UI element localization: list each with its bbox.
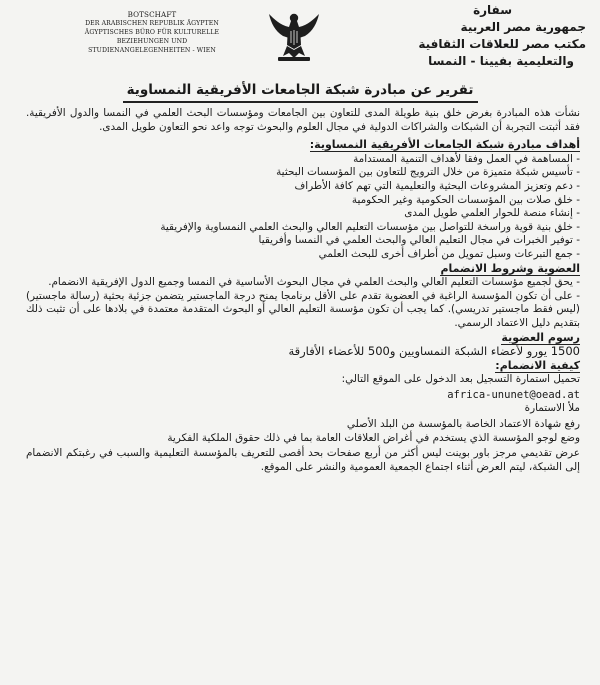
list-item: - دعم وتعزيز المشروعات البحثية والتعليمية التي تهم كافة الأطراف (26, 180, 580, 194)
letterhead-line: مكتب مصر للعلاقات الثقافية (418, 37, 586, 51)
list-item: - إنشاء منصة للحوار العلمي طويل المدى (26, 207, 580, 221)
arabic-letterhead (346, 2, 586, 70)
list-item: - توفير الخبرات في مجال التعليم العالي والبحث العلمي في النمسا وأفريقيا (26, 234, 580, 248)
goals-heading: أهداف مبادرة شبكة الجامعات الأفريقية النمساوية: (309, 138, 580, 152)
letterhead-line: STUDIENANGELEGENHEITEN - WIEN (88, 47, 216, 54)
list-item: - جمع التبرعات وسبل تمويل من أطراف أخرى للبحث العلمي (26, 248, 580, 262)
letterhead-line: DER ARABISCHEN REPUBLIK ÄGYPTEN (85, 20, 219, 27)
join-step: ملأ الاستمارة (524, 402, 580, 415)
letterhead-line: جمهورية مصر العربية (460, 20, 586, 34)
list-item: - يحق لجميع مؤسسات التعليم العالي والبحث العلمي في مجال البحوث الأساسية في النمسا وجميع الدول الإفريقية الانضمام. (26, 276, 580, 290)
join-step: وضع لوجو المؤسسة الذي يستخدم في أغراض العلاقات العامة بما في ذلك حقوق الملكية الفكرية (167, 431, 580, 444)
german-letterhead (62, 10, 242, 55)
membership-list (26, 276, 580, 330)
document-title: تقرير عن مبادرة شبكة الجامعات الأفريقية النمساوية (126, 82, 474, 98)
join-step: رفع شهادة الاعتماد الخاصة بالمؤسسة من البلد الأصلي (346, 418, 580, 431)
intro-paragraph: نشأت هذه المبادرة بغرض خلق بنية طويلة المدى للتعاون بين الجامعات ومؤسسات البحث العلمي في النمسا والدول الأفريقية. فقد أثبتت التجربة أن الشبكات والشراكات الدولية في مجال العلوم والبحوث توجه واعد نحو التعاون طويل المدى. (26, 107, 580, 133)
contact-email: africa-ununet@oead.at (447, 388, 580, 401)
list-item: - المساهمة في العمل وفقا لأهداف التنمية المستدامة (26, 153, 580, 167)
list-item: - على أن تكون المؤسسة الراغبة في العضوية تقدم على الأقل برنامجا يمنح درجة الماجستير يتضمن جزئية بحثية (رسالة ماجستير) (ليس فقط ماجستير تدريسي). كما يجب أن تكون مؤسسة التعليم العالي أو البحوث المتقدمة معتمدة في بلادها على أن تثبت ذلك بتقديم دليل الاعتماد الرسمي. (26, 290, 580, 331)
goals-list (26, 153, 580, 262)
letterhead-line: والتعليمية بفيينا - النمسا (428, 54, 574, 68)
letterhead-line: BOTSCHAFT (127, 10, 177, 19)
list-item: - تأسيس شبكة متميزة من خلال الترويج للتعاون بين المؤسسات البحثية (26, 166, 580, 180)
join-step: تحميل استمارة التسجيل بعد الدخول على الموقع التالي: (341, 373, 580, 386)
join-step: عرض تقديمي مرجز باور بوينت ليس أكثر من أربع صفحات بحد أقصى للتعريف بالمؤسسة التعليمية والسبب في رغبتكم الانضمام إلى الشبكة، ليتم العرض أثناء اجتماع الجمعية العمومية والنشر على الموقع. (26, 447, 580, 473)
letterhead-line: ÄGYPTISCHES BÜRO FÜR KULTURELLE BEZIEHUNGEN UND (84, 29, 220, 45)
fees-heading: رسوم العضوية (501, 330, 580, 344)
list-item: - خلق بنية قوية وراسخة للتواصل بين مؤسسات التعليم العالي والبحث العلمي النمساوية والإفريقية (26, 221, 580, 235)
eagle-emblem-icon (266, 9, 322, 65)
title-underline (123, 101, 478, 103)
join-heading: كيفية الانضمام: (495, 358, 580, 372)
list-item: - خلق صلات بين المؤسسات الحكومية وغير الحكومية (26, 194, 580, 208)
fees-text: 1500 يورو لأعضاء الشبكة النمساويين و500 للأعضاء الأفارقة (288, 344, 580, 359)
document-body (26, 107, 580, 474)
membership-heading: العضوية وشروط الانضمام (440, 261, 580, 275)
letterhead-line: سفارة (473, 3, 512, 17)
